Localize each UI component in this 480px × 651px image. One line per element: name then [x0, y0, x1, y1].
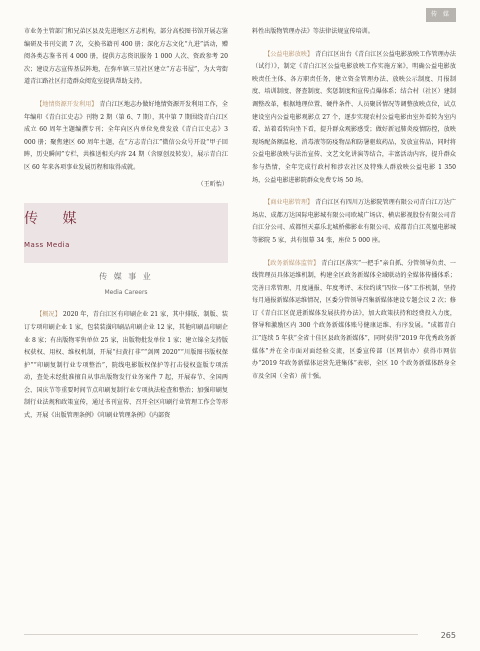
section-header-tag: 传 媒: [426, 8, 456, 22]
author-credit: （王昕怡）: [197, 180, 228, 188]
section-label: 【公益电影放映】: [264, 50, 314, 58]
section-label: 【政务新媒体监管】: [264, 259, 320, 267]
subsection-title-en: Media Careers: [104, 288, 148, 296]
right-column: [252, 26, 456, 383]
left-column: [24, 26, 228, 423]
paragraph: 【公益电影放映】 青白江区出台《青白江区公益电影放映工作管理办法（试行）》，制定《青白江区公益电影放映工作实施方案》，明确公益电影放映责任主体、各方职责任务，建立资金管理办法、放映公示制度、月报制度、培训制度、督查制度、奖惩制度和宣传点爆体系；结合村（社区）建制调整改革，根据地理位置、硬件条件、人员聚居情况等调整放映点位，试点建设室内公益电影观影点 27 个，逐步实现农村公益电影由室外看转为室内看、站着看转向坐下看，提升群众观影感受；做好新冠肺炎疫情防控，放映现场配备额温枪、消毒液等防疫物品和防暑驱蚊药品，发放宣传品，同时将公益电影放映与法治宣传、文艺文化讲演等结合，丰富活动内容，提升群众参与热情，全年完成行政村和涉农社区及特殊人群放映公益电影 1 350 场，公益电影进影院群众免费专场 50 场。: [252, 50, 456, 184]
section-label: 【商业电影管理】: [264, 199, 314, 207]
paragraph: 【政务新媒体监管】 青白江区落实“一把手”亲自抓、分管领导负责、一线管理员具体运维机制，构建全区政务新媒体全域联动的全媒体传播体系；完善日常管理、月度通报、年度考评、末位约谈“四位一体”工作机制，坚持每月通报新媒体运维情况，区委分管领导召集新媒体建设专题会议 2 次；修订《青白江区促进新媒体发展扶持办法》，加大政策扶持和经费投入力度，督导和激励区内 300 个政务新媒体账号健康运维、有序发展。“成都青白江”连续 5 年获“全省十佳区县政务新媒体”，同时获得“2019 年优秀政务新媒体”并在全市面对面经验交流，区委宣传部（区网信办）获得市网信办“2019 年政务新媒体运营先进集体”表彰，全区 10 个政务新媒体跻身全市及全国（全省）前十强。: [252, 259, 456, 380]
paragraph: 料性出版物管理办法》等法律法规宣传培训。: [252, 28, 374, 35]
footer-divider: [24, 634, 418, 635]
paragraph: 市业务主管部门和兄弟区县及先进地区方志机构，部分高校图书馆开展志鉴编研及书刊交流 7 次，交换书籍刊 400 册；深化方志文化“九进”活动，赠阅各类志鉴书刊 4 000 册，提供方志资讯服务 1 000 人次、资政参考 20 次；建设方志宣传基层阵地，在弥牟镇三星社区建立“方志书屋”，为大弯街道青江路社区打造群众阅览室提供帮助支持。: [24, 28, 228, 86]
paragraph: 【地情资源开发利用】 青白江区地志办做好地情资源开发利用工作，全年编印《青白江史志》刊物 2 期（第 6、7 期），其中第 7 期围绕青白江区成立 60 周年主题编撰专刊；全年向区内单位免费发放《青白江史志》3 000 册；聚焦建区 60 周年主题，在“方志青白江”微信公众号开设“甲子回眸，历史瞬间”专栏，共推送相关内容 24 期（含原创及转发），展示青白江区 60 年来各项事业发展历程和取得成就。: [24, 100, 228, 171]
section-title: 传 媒: [24, 211, 87, 228]
page-number: 265: [440, 631, 456, 640]
section-label: 【概况】: [36, 311, 61, 319]
paragraph: 【概况】 2020 年，青白江区有印刷企业 21 家，其中排版、制版、装订专项印刷企业 1 家，包装装潢印刷品印刷企业 12 家，其他印刷品印刷企业 8 家；有出版物零售单位 25 家，出版物批发单位 1 家；建立锦全支持版权获权、用权、维权机制，开展“扫黄打非”“剑网 2020”“川版图书版权保护”“印刷复制行业专项整治”，院线电影版权保护等打击侵权盗版专项活动，查处未经批准擅自从事出版物发行业务案件 7 起，开展春节、全国两会、国庆节等重要时间节点印刷复制行业专项执法检查和整治；加强印刷复制行业法规和政策宣传，通过书刊宣传、召开全区印刷行业管理工作会等形式，开展《出版管理条例》《印刷业管理条例》《内部资: [24, 311, 228, 420]
section-banner: [24, 203, 228, 263]
paragraph: 【商业电影管理】 青白江区有四川万达影院管理有限公司青白江万达广场店、成都万达国际电影城有限公司欧城广场店、横店影视股份有限公司青白江分公司、成都恒天嘉乐北城桥佛影业有限公司、成都青白江英凰电影城等影院 5 家，共有银幕 34 张，座位 5 000 座。: [252, 199, 456, 244]
section-label: 【地情资源开发利用】: [36, 100, 98, 108]
section-title-en: Mass Media: [24, 241, 70, 250]
subsection-title: 传 媒 事 业: [99, 272, 153, 282]
